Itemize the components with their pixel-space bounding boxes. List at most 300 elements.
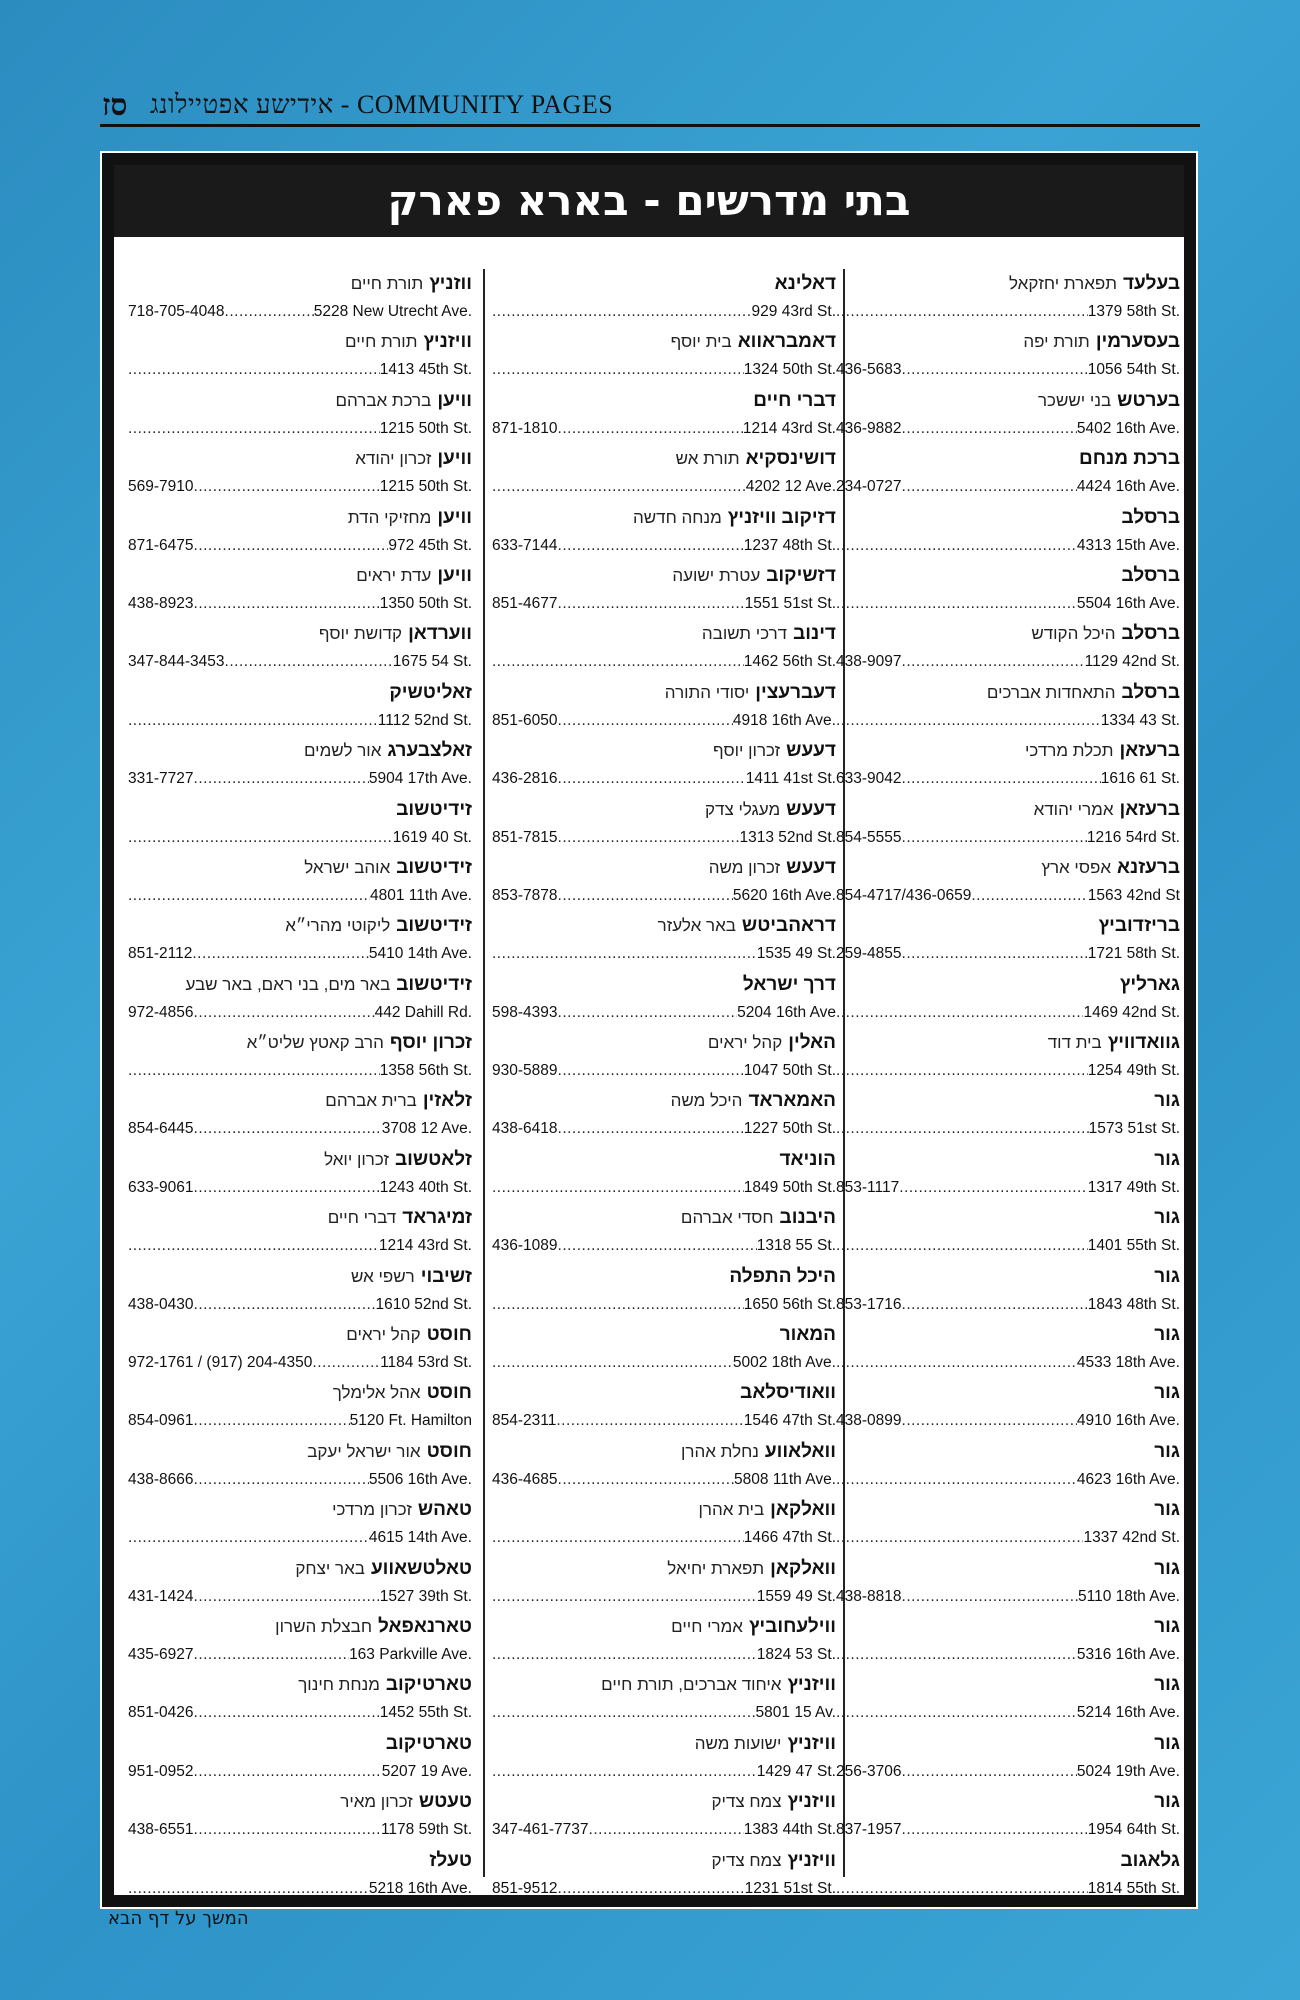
entry-title-line	[492, 1262, 836, 1292]
entry-detail-line	[128, 1408, 472, 1430]
directory-entry	[492, 1203, 836, 1261]
directory-entry	[836, 1787, 1180, 1845]
entry-title-line	[836, 853, 1180, 883]
entry-title-line	[836, 911, 1180, 941]
entry-detail-line	[492, 1058, 836, 1080]
entry-address: 5218 16th Ave.	[368, 1879, 472, 1897]
entry-title-line	[128, 970, 472, 1000]
section-title: אידישע אפטיילונג - COMMUNITY PAGES	[150, 90, 614, 119]
entry-address: 5410 14th Ave.	[368, 945, 472, 963]
entry-detail-line	[492, 649, 836, 671]
entry-address: 1462 56th St.	[743, 653, 836, 671]
entry-title-line	[128, 853, 472, 883]
entry-address: 5002 18th Ave.	[732, 1354, 836, 1372]
entry-name: דעעש	[786, 798, 836, 820]
leader-dots	[194, 537, 389, 555]
entry-address: 5801 15 Av.	[755, 1704, 836, 1722]
entry-name: זשיבוי	[420, 1265, 472, 1287]
directory-entry	[492, 1086, 836, 1144]
directory-entry	[836, 269, 1180, 327]
entry-title-line	[492, 736, 836, 766]
entry-address: 1551 51st St.	[744, 594, 836, 612]
directory-entry	[492, 911, 836, 969]
entry-address: 1313 52nd St.	[739, 828, 836, 846]
entry-subtitle: זכרון יואל	[324, 1149, 389, 1169]
entry-name: וויען	[437, 506, 472, 528]
entry-address: 929 43rd St.	[751, 303, 836, 320]
entry-phone: 598-4393	[492, 1003, 558, 1021]
entry-address: 1379 58th St.	[1087, 303, 1180, 320]
leader-dots	[558, 887, 733, 905]
leader-dots	[902, 1588, 1078, 1606]
entry-address: 4202 12 Ave.	[745, 478, 836, 496]
entry-subtitle: אמרי יהודא	[1033, 799, 1114, 819]
entry-subtitle: תורת חיים	[350, 274, 424, 293]
entry-subtitle: ברכת אברהם	[335, 390, 432, 410]
entry-name: טארטיקוב	[385, 1674, 472, 1696]
entry-title-line	[128, 1086, 472, 1116]
entry-title-line	[836, 503, 1180, 533]
entry-title-line	[128, 1145, 472, 1175]
entry-phone: 851-2112	[128, 945, 193, 963]
entry-title-line	[492, 1495, 836, 1525]
directory-entry	[836, 853, 1180, 911]
entry-address: 4918 16th Ave.	[732, 711, 836, 729]
leader-dots	[192, 945, 368, 963]
entry-name: טארטיקוב	[385, 1732, 472, 1754]
entry-title-line	[836, 1028, 1180, 1058]
entry-address: 163 Parkville Ave.	[349, 1645, 472, 1663]
entry-name: גור	[1154, 1615, 1180, 1637]
entry-address: 1452 55th St.	[379, 1704, 472, 1722]
entry-name: ווילעחוביץ	[748, 1615, 836, 1637]
entry-subtitle: יסודי התורה	[664, 682, 750, 702]
entry-subtitle: תכלת מרדכי	[1025, 741, 1114, 761]
entry-title-line	[128, 1670, 472, 1700]
entry-subtitle: דברי חיים	[327, 1208, 397, 1228]
entry-address: 4615 14th Ave.	[368, 1529, 472, 1547]
leader-dots	[492, 1704, 756, 1722]
entry-address: 1535 49 St.	[756, 945, 836, 963]
entry-detail-line	[836, 1116, 1180, 1138]
entry-phone: 854-2311	[492, 1412, 557, 1430]
directory-entry	[836, 1495, 1180, 1553]
directory-entry	[128, 1495, 472, 1553]
entry-title-line	[128, 561, 472, 591]
entry-address: 1843 48th St.	[1087, 1295, 1180, 1313]
entry-phone: 436-5683	[836, 361, 902, 379]
leader-dots	[492, 303, 752, 321]
entry-name: דעברעצין	[755, 681, 836, 703]
leader-dots	[836, 712, 1101, 730]
entry-phone: 436-1089	[492, 1237, 558, 1255]
entry-title-line	[492, 1554, 836, 1584]
leader-dots	[492, 478, 746, 496]
entry-phone: 851-0426	[128, 1704, 194, 1722]
entry-title-line	[492, 1086, 836, 1116]
entry-detail-line	[836, 299, 1180, 321]
entry-detail-line	[492, 708, 836, 730]
entry-address: 1129 42nd St.	[1084, 653, 1180, 671]
entry-detail-line	[836, 1700, 1180, 1722]
entry-address: 5120 Ft. Hamilton	[349, 1412, 472, 1430]
entry-subtitle: זכרון משה	[708, 857, 781, 877]
entry-name: דזיקוב וויזניץ	[727, 506, 836, 528]
directory-entry	[492, 853, 836, 911]
entry-subtitle: מעגלי צדק	[705, 799, 781, 819]
entry-name: בערטש	[1117, 389, 1180, 411]
entry-title-line	[836, 1670, 1180, 1700]
entry-title-line	[492, 561, 836, 591]
directory-entry	[128, 970, 472, 1028]
entry-name: וויזניץ	[787, 1791, 836, 1813]
entry-address: 1231 51st St.	[744, 1879, 836, 1897]
entry-phone: 930-5889	[492, 1062, 558, 1080]
entry-subtitle: תורת יפה	[1023, 332, 1090, 352]
entry-detail-line	[128, 1700, 472, 1722]
entry-phone: 438-8818	[836, 1587, 902, 1605]
directory-entry	[492, 1145, 836, 1203]
entry-address: 1214 43rd St.	[378, 1237, 472, 1255]
leader-dots	[902, 1296, 1088, 1314]
entry-title-line	[128, 911, 472, 941]
entry-name: וואלאווע	[764, 1440, 836, 1462]
entry-subtitle: אור לשמים	[303, 741, 382, 761]
entry-detail-line	[128, 591, 472, 613]
leader-dots	[492, 1529, 744, 1547]
directory-entry	[492, 386, 836, 444]
leader-dots	[902, 770, 1101, 788]
entry-detail-line	[836, 708, 1180, 730]
directory-entry	[836, 1028, 1180, 1086]
entry-name: זמיגראד	[402, 1207, 472, 1229]
entry-phone: 851-4677	[492, 594, 558, 612]
leader-dots	[558, 1120, 744, 1138]
entry-address: 1563 42nd St	[1087, 886, 1180, 904]
leader-dots	[836, 1704, 1077, 1722]
entry-subtitle: צמח צדיק	[711, 1792, 782, 1812]
entry-detail-line	[836, 883, 1180, 905]
entry-title-line	[836, 1378, 1180, 1408]
entry-name: המאור	[779, 1324, 836, 1346]
entry-subtitle: אפסי ארץ	[1041, 857, 1112, 877]
entry-address: 5506 16th Ave.	[368, 1470, 472, 1488]
entry-detail-line	[492, 1700, 836, 1722]
leader-dots	[558, 1237, 757, 1255]
directory-entry	[128, 853, 472, 911]
directory-entry	[492, 1262, 836, 1320]
entry-subtitle: אהל אלימלך	[332, 1383, 421, 1403]
entry-name: גור	[1154, 1499, 1180, 1521]
entry-name: וויען	[437, 389, 472, 411]
entry-phone: 871-1810	[492, 419, 558, 437]
entry-title-line	[492, 1320, 836, 1350]
entry-phone: 438-8666	[128, 1470, 194, 1488]
entry-title-line	[836, 678, 1180, 708]
entry-address: 5316 16th Ave.	[1076, 1645, 1180, 1663]
entry-phone: 837-1957	[836, 1821, 902, 1839]
entry-detail-line	[128, 299, 472, 321]
entry-subtitle: זכרון יוסף	[713, 741, 781, 761]
directory-entry	[128, 1612, 472, 1670]
entry-title-line	[128, 1028, 472, 1058]
leader-dots	[128, 1880, 369, 1898]
entry-address: 1429 47 St.	[756, 1762, 836, 1780]
directory-entry	[492, 1729, 836, 1787]
entry-subtitle: מחזיקי הדת	[347, 507, 432, 527]
entry-address: 5504 16th Ave.	[1076, 594, 1180, 612]
entry-name: ווזניץ	[429, 273, 472, 294]
entry-title-line	[836, 444, 1180, 474]
entry-title-line	[492, 1729, 836, 1759]
directory-entry	[492, 1320, 836, 1378]
entry-phone: 438-0899	[836, 1412, 902, 1430]
directory-entry	[128, 1670, 472, 1728]
leader-dots	[558, 420, 743, 438]
entry-name: וויען	[437, 448, 472, 470]
entry-subtitle: תפארת יחזקאל	[1009, 274, 1117, 293]
entry-phone: 871-6475	[128, 536, 194, 554]
entry-name: גור	[1154, 1148, 1180, 1170]
entry-subtitle: אור ישראל יעקב	[307, 1441, 421, 1461]
directory-banner: בתי מדרשים - בארא פארק	[114, 165, 1184, 237]
entry-address: 5904 17th Ave.	[368, 770, 472, 788]
leader-dots	[558, 1471, 734, 1489]
entry-title-line	[128, 327, 472, 357]
entry-detail-line	[492, 1876, 836, 1898]
leader-dots	[492, 945, 757, 963]
entry-title-line	[836, 1554, 1180, 1584]
entry-title-line	[836, 1846, 1180, 1876]
entry-name: ברסלב	[1121, 623, 1180, 645]
leader-dots	[194, 1646, 350, 1664]
entry-subtitle: אוהב ישראל	[304, 857, 391, 877]
entry-detail-line	[492, 1759, 836, 1781]
entry-title-line	[492, 970, 836, 1000]
entry-title-line	[836, 795, 1180, 825]
entry-subtitle: חבצלת השרון	[275, 1616, 373, 1636]
entry-detail-line	[128, 1175, 472, 1197]
entry-subtitle: ישועות משה	[694, 1733, 782, 1753]
entry-address: 1650 56th St.	[743, 1295, 836, 1313]
entry-phone: 972-4856	[128, 1003, 194, 1021]
entry-subtitle: איחוד אברכים, תורת חיים	[601, 1675, 782, 1695]
entry-name: טעלז	[429, 1849, 472, 1871]
entry-address: 1573 51st St.	[1088, 1120, 1180, 1138]
leader-dots	[492, 653, 744, 671]
entry-detail-line	[128, 708, 472, 730]
directory-entry	[836, 1437, 1180, 1495]
directory-entry	[492, 561, 836, 619]
directory-entry	[128, 678, 472, 736]
directory-entry	[128, 561, 472, 619]
leader-dots	[194, 1120, 382, 1138]
directory-entry	[836, 503, 1180, 561]
entry-detail-line	[836, 1350, 1180, 1372]
entry-address: 1849 50th St.	[743, 1178, 836, 1196]
entry-detail-line	[836, 1233, 1180, 1255]
entry-name: ברכת מנחם	[1079, 448, 1180, 470]
entry-address: 1675 54 St.	[392, 653, 472, 671]
entry-detail-line	[128, 1116, 472, 1138]
entry-subtitle: דרכי תשובה	[701, 624, 788, 644]
leader-dots	[902, 478, 1077, 496]
entry-address: 5228 New Utrecht Ave.	[313, 303, 472, 320]
entry-title-line	[836, 1495, 1180, 1525]
entry-phone: 854-5555	[836, 828, 902, 846]
entry-address: 1616 61 St.	[1100, 770, 1180, 788]
entry-address: 972 45th St.	[388, 536, 472, 554]
leader-dots	[558, 1062, 744, 1080]
entry-name: בעסערמין	[1095, 331, 1180, 353]
entry-subtitle: בית דוד	[1047, 1033, 1102, 1053]
entry-detail-line	[492, 1817, 836, 1839]
entry-address: 1824 53 St.	[756, 1645, 836, 1663]
directory-entry	[492, 269, 836, 327]
directory-entry	[128, 327, 472, 385]
continued-note: המשך על דף הבא	[108, 1908, 249, 1929]
leader-dots	[312, 1354, 380, 1372]
leader-dots	[194, 1179, 380, 1197]
entry-subtitle: בית יוסף	[670, 332, 732, 352]
entry-title-line	[836, 619, 1180, 649]
entry-subtitle: אמרי חיים	[671, 1616, 743, 1636]
entry-phone: 331-7727	[128, 770, 194, 788]
entry-name: דאמבראווא	[737, 331, 836, 353]
directory-entry	[128, 1378, 472, 1436]
entry-address: 4313 15th Ave.	[1076, 536, 1180, 554]
directory-entry	[128, 1203, 472, 1261]
leader-dots	[558, 1004, 738, 1022]
entry-phone: 438-8923	[128, 594, 194, 612]
entry-name: דעעש	[786, 740, 836, 762]
entry-address: 1721 58th St.	[1087, 945, 1180, 963]
entry-address: 1184 53rd St.	[380, 1354, 472, 1372]
entry-title-line	[836, 736, 1180, 766]
entry-detail-line	[836, 357, 1180, 379]
entry-phone: 854-6445	[128, 1120, 194, 1138]
leader-dots	[902, 1821, 1088, 1839]
directory-entry	[836, 736, 1180, 794]
entry-detail-line	[492, 1292, 836, 1314]
entry-title-line	[836, 327, 1180, 357]
directory-entry	[492, 1670, 836, 1728]
entry-subtitle: ליקוטי מהרי״א	[285, 916, 391, 936]
entry-name: גור	[1154, 1265, 1180, 1287]
entry-detail-line	[492, 883, 836, 905]
entry-detail-line	[836, 825, 1180, 847]
entry-phone: 633-9061	[128, 1178, 194, 1196]
entry-subtitle: באר יצחק	[295, 1558, 365, 1578]
entry-title-line	[492, 1670, 836, 1700]
leader-dots	[558, 595, 745, 613]
entry-subtitle: באר אלעזר	[657, 916, 736, 936]
entry-name: וואלקאן	[770, 1499, 836, 1521]
leader-dots	[902, 945, 1088, 963]
entry-name: ברעזאן	[1119, 798, 1180, 820]
leader-dots	[194, 1821, 381, 1839]
entry-phone: 438-0430	[128, 1295, 194, 1313]
directory-entry	[492, 1495, 836, 1553]
entry-detail-line	[492, 474, 836, 496]
directory-entry	[128, 1145, 472, 1203]
entry-address: 4623 16th Ave.	[1076, 1470, 1180, 1488]
entry-address: 1112 52nd St.	[377, 711, 472, 729]
entry-detail-line	[836, 941, 1180, 963]
directory-entry	[128, 444, 472, 502]
entry-title-line	[492, 1612, 836, 1642]
entry-subtitle: עטרת ישועה	[672, 565, 761, 585]
directory-entry	[836, 1612, 1180, 1670]
entry-name: וואודיסלאב	[740, 1382, 836, 1404]
entry-name: ברעזנא	[1117, 856, 1180, 878]
entry-subtitle: רשפי אש	[351, 1266, 415, 1286]
entry-detail-line	[492, 1525, 836, 1547]
entry-subtitle: נחלת אהרן	[681, 1441, 759, 1461]
entry-name: דברי חיים	[753, 389, 836, 411]
entry-phone: 718-705-4048	[128, 303, 225, 320]
directory-entry	[836, 1320, 1180, 1378]
entry-title-line	[128, 1262, 472, 1292]
entry-title-line	[836, 561, 1180, 591]
directory-entry	[128, 911, 472, 969]
entry-title-line	[836, 1320, 1180, 1350]
entry-name: חוסט	[426, 1324, 472, 1346]
entry-detail-line	[836, 1876, 1180, 1898]
entry-address: 5204 16th Ave	[737, 1003, 836, 1021]
entry-title-line	[492, 444, 836, 474]
entry-title-line	[128, 1787, 472, 1817]
entry-phone: 569-7910	[128, 478, 194, 496]
entry-subtitle: בני יששכר	[1037, 390, 1112, 410]
entry-detail-line	[492, 1116, 836, 1138]
entry-title-line	[128, 1203, 472, 1233]
entry-subtitle: בית אהרן	[698, 1500, 765, 1520]
directory-entry	[492, 1028, 836, 1086]
entry-phone: 234-0727	[836, 478, 902, 496]
entry-detail-line	[128, 941, 472, 963]
directory-entry	[128, 736, 472, 794]
page-header	[100, 86, 1200, 127]
leader-dots	[128, 712, 378, 730]
directory-column-middle	[483, 269, 845, 1897]
entry-name: גארליץ	[1119, 973, 1180, 995]
directory-column-left	[128, 269, 472, 1897]
entry-name: גור	[1154, 1557, 1180, 1579]
entry-address: 1056 54th St.	[1087, 361, 1180, 379]
entry-address: 5402 16th Ave.	[1076, 419, 1180, 437]
entry-title-line	[128, 678, 472, 708]
entry-name: וואלקאן	[770, 1557, 836, 1579]
entry-address: 1546 47th St.	[743, 1412, 836, 1430]
entry-subtitle: התאחדות אברכים	[986, 682, 1116, 702]
entry-detail-line	[128, 1817, 472, 1839]
directory-entry	[836, 327, 1180, 385]
leader-dots	[836, 1880, 1088, 1898]
entry-detail-line	[492, 1350, 836, 1372]
entry-detail-line	[128, 649, 472, 671]
entry-detail-line	[836, 1467, 1180, 1489]
directory-entry	[128, 1086, 472, 1144]
entry-phone: 851-7815	[492, 828, 558, 846]
leader-dots	[128, 887, 370, 905]
entry-name: חוסט	[426, 1440, 472, 1462]
entry-address: 5620 16th Ave.	[732, 886, 836, 904]
directory-entry	[128, 1262, 472, 1320]
entry-detail-line	[836, 474, 1180, 496]
entry-title-line	[836, 1437, 1180, 1467]
entry-address: 1619 40 St.	[392, 828, 472, 846]
